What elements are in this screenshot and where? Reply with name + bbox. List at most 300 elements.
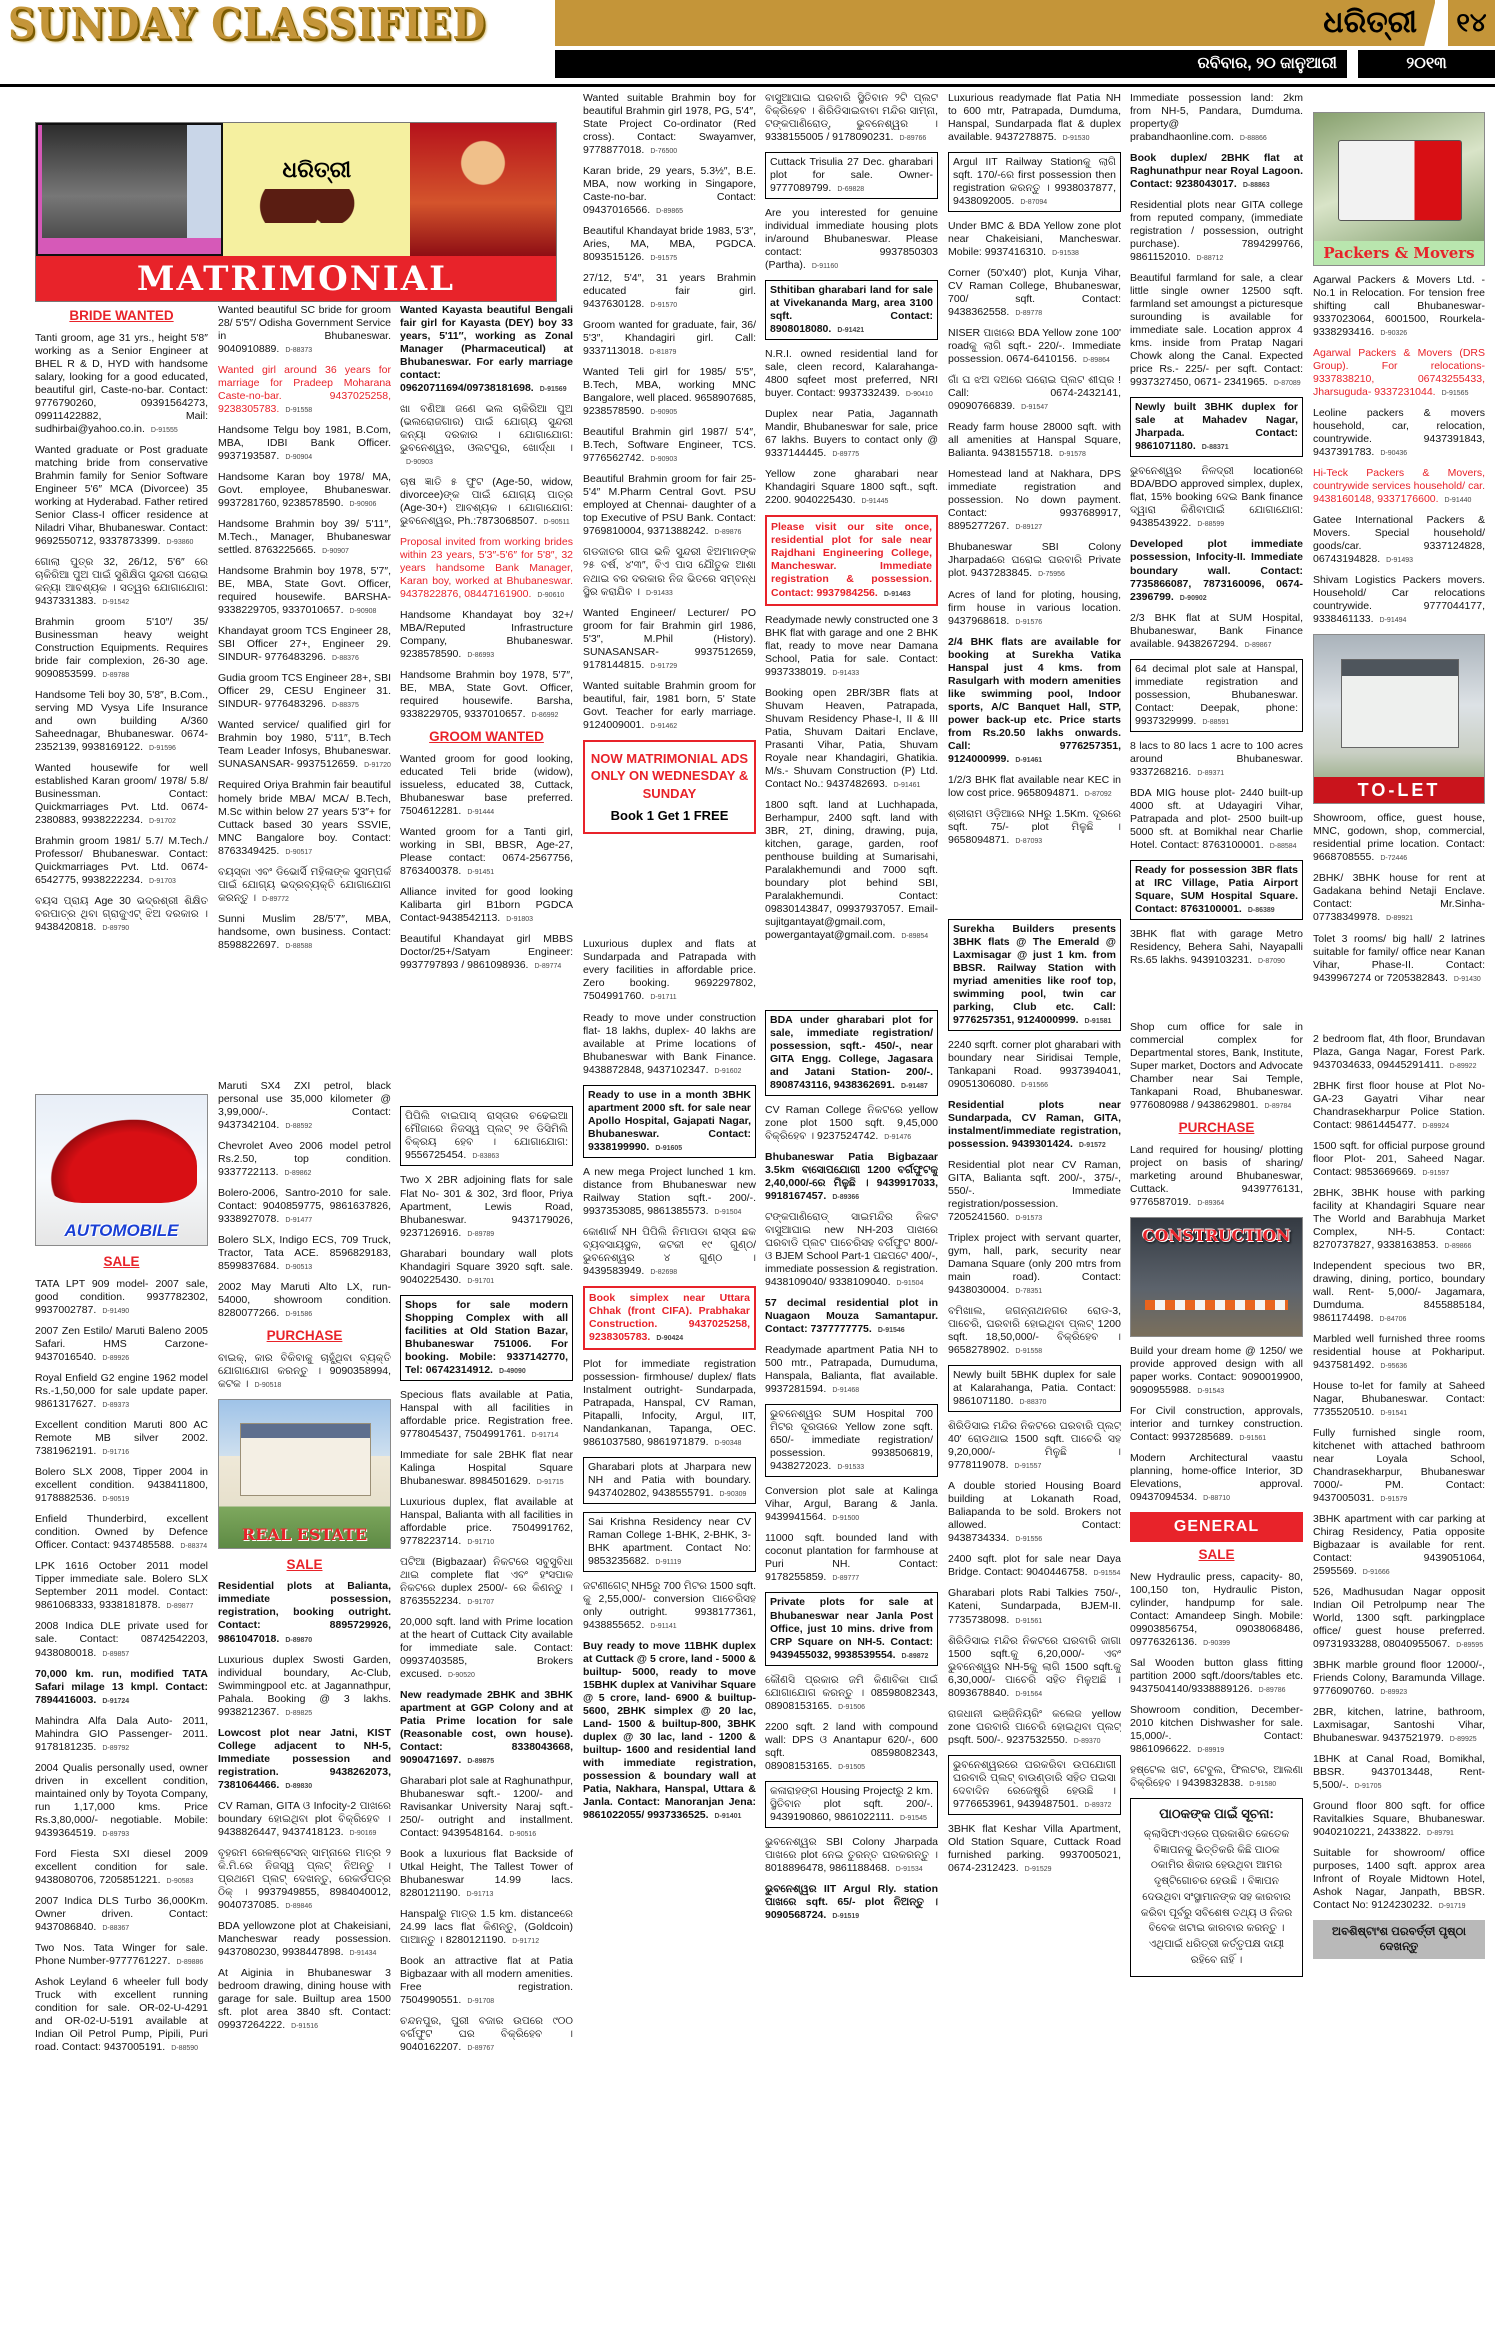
ad-reference-number: D-86993: [467, 652, 495, 660]
classified-ad: [948, 1708, 1121, 1747]
ad-text: ଖା ବଣିଆ ଜଣେ ଭଲ ଚାକିରିଆ ପୁଅ (ଭଲରୋଜଗାର) ପାଇଁ ଯୋଗ୍ୟ ସୁନ୍ଦରୀ କନ୍ୟା ଦରକାର । ଯୋଗାଯୋଗ: ଭୁବନେଶ୍ୱର, ଓଲଟପୁର, ଖୋର୍ଦ୍ଧା ।: [400, 403, 573, 455]
ad-reference-number: D-89775: [832, 451, 860, 459]
classified-ad: [400, 826, 573, 878]
ad-text: Wanted Teli girl for 1985/ 5'5″, B.Tech, MBA, working MNC Bangalore, well placed. 9658907685, 9238578590.: [583, 366, 756, 418]
ad-text: Luxurious duplex and flats at Sundarpada and Patrapada with every facilities in affordable price. Zero booking. 9692297802, 7504991760.: [583, 938, 756, 1003]
ad-text: Readymade newly constructed one 3 BHK flat with garage and one 2 BHK flat, ready to move near Damana School, Patia for sale. Contact: 9937338019.: [765, 613, 938, 678]
classified-ad: [765, 1104, 938, 1143]
ad-reference-number: D-69828: [837, 186, 865, 194]
ad-text: Argul IIT Railway Stationକୁ ଲାଗି sqft. 170/-ରେ first possession then registration କରନ୍ତୁ । 9938037877, 9438092005.: [953, 156, 1116, 208]
ad-text: A double storied Housing Board building at Lokanath Road, Baliapanda to be sold. Brokers not allowed. Contact: 9438734334.: [948, 1480, 1121, 1545]
ad-reference-number: D-88375: [331, 702, 359, 710]
ad-text: Cuttack Trisulia 27 Dec. gharabari plot for sale. Owner- 9777089799.: [770, 156, 933, 195]
masthead-gold-bar: [555, 0, 1435, 46]
ad-reference-number: D-91490: [102, 1308, 130, 1316]
ad-reference-number: D-82698: [650, 1268, 678, 1276]
ad-text: 2/3 BHK flat at SUM Hospital, Bhubaneswar, Bank Finance available. 9438267294.: [1130, 611, 1303, 650]
classified-ad: [948, 1159, 1121, 1224]
classified-ad: [1130, 92, 1303, 144]
classified-ad: [400, 1174, 573, 1239]
classified-ad: [1313, 1140, 1485, 1179]
ad-reference-number: D-86389: [1247, 906, 1275, 914]
classified-ad: [1313, 1260, 1485, 1325]
ad-reference-number: D-91710: [467, 1538, 495, 1546]
ad-reference-number: D-90309: [719, 1490, 747, 1498]
classified-ad: [218, 1580, 391, 1645]
ad-reference-number: D-89919: [1197, 1746, 1225, 1754]
ad-text: Handsome Karan boy 1978/ MA, Govt. employee, Bhubaneswar. 9937281760, 9238578590.: [218, 471, 391, 510]
ad-text: 2BHK first floor house at Plot No- GA-23 Gayatri Vihar near Chandrasekharpur Police Station. Contact: 9861445477.: [1313, 1079, 1485, 1131]
classified-ad: [1130, 272, 1303, 389]
ad-text: Residential plot near CV Raman, GITA, Balianta sqft. 200/-, 375/-, 550/-. Immediate registration/possession. 7205241560.: [948, 1159, 1121, 1224]
classified-ad: [948, 1099, 1121, 1151]
classified-ad: [583, 1580, 756, 1632]
ad-text: Gudia groom TCS Engineer 28+, SBI Officer 29, CESU Engineer 31. SINDUR- 9776483296.: [218, 672, 391, 711]
purchase-heading: PURCHASE: [1178, 1120, 1255, 1136]
ad-text: For Civil construction, approvals, interior and turnkey construction. Contact: 9937285689.: [1130, 1404, 1303, 1443]
ad-reference-number: D-90906: [349, 501, 377, 509]
column-7: [1130, 92, 1303, 2330]
ad-text: Ready to use in a month 3BHK apartment 2000 sft. for sale near Apollo Hospital, Gajapati Nagar, Bhubaneswar. Contact: 9338199990.: [588, 1088, 751, 1153]
ad-reference-number: D-90903: [650, 456, 678, 464]
sale-heading: SALE: [1198, 1546, 1235, 1562]
ad-reference-number: D-91461: [1015, 756, 1043, 764]
ad-reference-number: D-89774: [534, 963, 562, 971]
ad-reference-number: D-91666: [1362, 1569, 1390, 1577]
ad-text: Wanted groom for good looking, educated Teli bride (widow), issueless, educated 38, Cuttack, Bhubaneswar base preferred. 7504612281.: [400, 753, 573, 818]
ad-text: Ready to move under construction flat- 18 lakhs, duplex- 40 lakhs are available at Prime locations of Bhubaneswar with Bank Finance. 9438872848, 9437102347.: [583, 1011, 756, 1076]
ad-text: 1/2/3 BHK flat available near KEC in low cost price. 9658094871.: [948, 773, 1121, 799]
ad-text: Book an attractive flat at Patia Bigbazaar with all modern amenities. Free registration. 7504990551.: [400, 1955, 573, 2007]
ad-reference-number: D-88367: [102, 1924, 130, 1932]
continued-next-page-notice: ଅବଶିଷ୍ଟାଂଶ ପରବର୍ତ୍ତୀ ପୃଷ୍ଠା ଦେଖନ୍ତୁ: [1313, 1920, 1485, 1959]
promo-offer-text: Book 1 Get 1 FREE: [610, 808, 729, 824]
ad-reference-number: D-91715: [536, 1478, 564, 1486]
ad-text: ଟଙ୍କପାଣିରୋଡ୍ ସାଇମନ୍ଦିର ନିକଟ ବାସୁଆଘାଇ new NH-203 ପାଖରେ ଘରବାଡି ପ୍ଲଟ ପାଚେରିସହ ବର୍ଗଫୁଟ 800/- ଓ BJEM School Part-1 ପଛପଟେ 400/-, immediate possession & registration. 9438109040/ 9338109040.: [765, 1211, 938, 1289]
ad-text: କୋଣାର୍କ NH ପିପିଲି ନିମାପଡା ରାସ୍ତା ଛକ ବ୍ୟବସାୟସ୍ଥଳ, କଟକୀ ୧୯ ଗୁଣ୍ଠ/ ଭୁବନେଶ୍ୱର ୪ ଗୁଣ୍ଠ । 9439583949.: [583, 1225, 756, 1277]
classified-ad: [35, 895, 208, 934]
classified-ad: [948, 1553, 1121, 1579]
ad-reference-number: D-75956: [1038, 571, 1065, 579]
ad-text: Suitable for showroom/ office purposes, 1400 sqft. approx area Infront of Royale Midtown Hotel, Ashok Nagar, Janpath, BBSR. Contact No: 9124230232.: [1313, 1847, 1485, 1912]
ad-reference-number: D-89864: [1083, 357, 1110, 365]
ad-text: Shivam Logistics Packers movers. Household/ Car relocations countrywide. 9777044177, 9338461133.: [1313, 574, 1485, 626]
ad-text: 20,000 sqft. land with Prime location at the heart of Cuttack City available for immediate sale. Contact: 09937403585, Brokers excused.: [400, 1615, 573, 1680]
classified-ad: [218, 1727, 391, 1792]
classified-ad: [1313, 514, 1485, 566]
classified-ad: [1130, 659, 1303, 732]
classified-ad: [35, 1560, 208, 1612]
classified-ad: [948, 1420, 1121, 1472]
classified-ad: [218, 1080, 391, 1132]
ad-reference-number: D-89789: [467, 1230, 495, 1238]
ad-reference-number: D-87092: [1084, 790, 1112, 798]
classified-ad: [948, 589, 1121, 628]
ad-reference-number: D-91605: [655, 1144, 683, 1152]
ad-reference-number: D-90610: [537, 592, 565, 600]
ad-reference-number: D-89875: [467, 1758, 495, 1766]
classified-ad: [765, 207, 938, 272]
classified-ad: [218, 565, 391, 617]
ad-text: Bhubaneswar SBI Colony Jharpadaରେ ଘରୋଇ ଘରବାରି Private plot. 9437283845.: [948, 541, 1121, 580]
ad-reference-number: D-90511: [543, 519, 570, 527]
ad-reference-number: D-87089: [1273, 380, 1301, 388]
ad-reference-number: D-88588: [285, 942, 313, 950]
ad-reference-number: D-91558: [1015, 1348, 1043, 1356]
ad-text: 70,000 km. run, modified TATA Safari milage 13 kmpl. Contact: 7894416003.: [35, 1667, 208, 1706]
construction-photo: [1130, 1217, 1303, 1337]
ad-reference-number: D-91703: [149, 878, 176, 886]
classified-ad: [218, 625, 391, 664]
classified-ad: [1130, 787, 1303, 852]
ad-reference-number: D-88370: [1019, 1399, 1047, 1407]
classified-ad: [218, 1281, 391, 1320]
ad-reference-number: D-91538: [1052, 250, 1079, 258]
classified-ad: [35, 1325, 208, 1364]
classified-ad: [1313, 1187, 1485, 1252]
classified-ad: [218, 672, 391, 711]
ad-text: N.R.I. owned residential land for sale, cleen record, Kalarahanga- 4800 sqfeet most preferred, NRI buyer. Contact: 9937332439.: [765, 348, 938, 400]
ad-reference-number: D-90513: [285, 1263, 313, 1271]
classified-ad: [400, 933, 573, 972]
ad-text: Shops for sale modern Shopping Complex with all facilities at Old Station Bazar, Bhubaneswar 751006. For booking. Mobile: 9337142770, Tel: 06742314912.: [405, 1298, 568, 1376]
ad-reference-number: D-89854: [901, 932, 929, 940]
classified-ad: [583, 1640, 756, 1822]
ad-text: ଭୁବନେଶ୍ୱର ନିଳଦ୍ରୀ locationରେ BDA/BDO approved simplex, duplex, flat, 15% booking ଦେଇ Bank finance ଦ୍ୱାରା କିଣିବାପାଇଁ ଯୋଗାଯୋଗ: 9438543922.: [1130, 465, 1303, 530]
ad-reference-number: D-89786: [1258, 1686, 1286, 1694]
classified-ad: [1313, 1847, 1485, 1912]
ad-reference-number: D-91803: [506, 916, 534, 924]
realestate-caption: REAL ESTATE: [241, 1524, 368, 1544]
ad-reference-number: D-91546: [877, 1327, 905, 1335]
ad-text: New Hydraulic press, capacity- 80, 100,150 ton, Hydraulic Piston, cylinder, handpump for sale. Contact: Amandeep Singh. Mobile: 09903856754, 09038068486, 09776326136.: [1130, 1570, 1303, 1648]
classified-ad: [35, 332, 208, 436]
ad-text: ବୃହରମ ରେଳଷ୍ଟେସନ୍ ସାମ୍ନାରେ ମାତ୍ର ୨ କି.ମି.ରେ ନିଜସ୍ୱ ପ୍ଲଟ୍ ନିଅନ୍ତୁ । ପ୍ରଥମେ ପ୍ଲଟ୍ ଦେଖନ୍ତୁ, ରେକର୍ଡପତ୍ର ଠିକ୍ । 9937949855, 8984040012, 9040737085.: [218, 1846, 391, 1911]
ad-text: 2400 sqft. plot for sale near Daya Bridge. Contact: 9040446758.: [948, 1553, 1121, 1579]
ad-reference-number: D-91578: [1059, 451, 1086, 459]
ad-text: 3BHK apartment with car parking at Chirag Residency, Patia opposite Bigbazaar is available for rent. Contact: 9439051064, 2595569.: [1313, 1513, 1485, 1578]
classified-ad: [1313, 407, 1485, 459]
ad-reference-number: D-91575: [650, 255, 678, 263]
classified-ad: [35, 1278, 208, 1317]
ad-reference-number: D-89926: [102, 1355, 130, 1363]
ad-reference-number: D-89778: [1015, 310, 1043, 318]
ad-reference-number: D-91421: [837, 327, 865, 335]
classified-ad: [1130, 1405, 1303, 1444]
classified-ad: [1130, 465, 1303, 530]
classified-ad: [765, 1781, 938, 1828]
ad-text: Acres of land for ploting, housing, firm house in various location. 9437968618.: [948, 588, 1121, 627]
ad-reference-number: D-91564: [1015, 1690, 1043, 1698]
classified-ad: [1130, 1764, 1303, 1790]
classified-ad: [218, 779, 391, 857]
classified-ad: [583, 165, 756, 217]
ad-text: ଭୁବନେଶ୍ୱର SUM Hospital 700 ମିଟର ଦୂରତାରେ Yellow zone sqft. 650/- immediate registration/ possession. 9938506819, 9438272023.: [770, 1408, 933, 1473]
ad-reference-number: D-91724: [102, 1697, 130, 1705]
masthead-left: [0, 0, 555, 49]
classified-ad: [1313, 933, 1485, 985]
ad-reference-number: D-91729: [650, 662, 678, 670]
ad-reference-number: D-91596: [149, 745, 176, 753]
ad-reference-number: D-89595: [1456, 1642, 1484, 1650]
ad-reference-number: D-91556: [1015, 1536, 1043, 1544]
classified-ad: [400, 304, 573, 395]
ad-text: ବାଇକ୍, କାର ବିକିବାକୁ ଚାହୁଁଥିବା ବ୍ୟକ୍ତି ଯୋଗାଯୋଗ କରନ୍ତୁ । 9090358994, କଟକ ।: [218, 1351, 391, 1390]
ad-reference-number: D-89784: [1264, 1103, 1292, 1110]
ad-text: Bolero SLX 2008, Tipper 2004 in excellent condition. 9438411800, 9178882536.: [35, 1466, 208, 1505]
classified-ad: [1313, 574, 1485, 626]
ad-reference-number: D-90436: [1380, 450, 1408, 458]
ad-reference-number: D-91565: [1441, 390, 1469, 398]
classified-ad: [218, 1847, 391, 1912]
ad-reference-number: D-91716: [102, 1449, 130, 1457]
ad-text: Sal Wooden button glass fitting partition 2000 sqft./doors/tables etc. 9437504140/9338889126.: [1130, 1656, 1303, 1695]
ad-text: Handsome Brahmin boy 39/ 5'11″, M.Tech., Manager, Bhubaneswar settled. 8763225665.: [218, 518, 391, 557]
ad-reference-number: D-91602: [714, 1067, 742, 1075]
ad-reference-number: D-90520: [448, 1672, 475, 1679]
ad-text: 57 decimal residential plot in Nuagaon Mouza Samantapur. Contact: 7377777775.: [765, 1297, 938, 1336]
purchase-heading: PURCHASE: [266, 1327, 343, 1343]
ad-reference-number: D-91516: [291, 2022, 319, 2030]
ad-text: Newly built 5BHK duplex for sale at Kalarahanga, Patia. Contact: 9861071180.: [953, 1369, 1116, 1408]
classified-ad: [583, 1512, 756, 1572]
ad-reference-number: D-90908: [349, 608, 377, 616]
classified-ad: [948, 1823, 1121, 1875]
classified-ad: [218, 424, 391, 463]
ad-reference-number: D-91580: [1249, 1780, 1277, 1788]
classified-ad: [218, 1234, 391, 1273]
ad-text: 27/12, 5'4″, 31 years Brahmin educated fair girl. 9437630128.: [583, 272, 756, 311]
ad-text: Build your dream home @ 1250/ we provide approved design with all paper works. Contact: 9090019900, 9090955988.: [1130, 1344, 1303, 1396]
ad-text: Wanted suitable Brahmin groom for beautiful, fair, 1981 born, 5' State Govt. Teacher for early marriage. 9124009001.: [583, 679, 756, 731]
ad-text: Residential plots near Sundarpada, CV Raman, GITA, instalment/immediate registration, possession. 9439301424.: [948, 1098, 1121, 1151]
ad-reference-number: D-88371: [1201, 444, 1229, 452]
classified-ad: [948, 1635, 1121, 1700]
ad-reference-number: D-91558: [285, 407, 313, 415]
ad-reference-number: D-91160: [811, 263, 839, 271]
spacer: [35, 942, 208, 1092]
classified-ad: [35, 1762, 208, 1840]
ad-reference-number: D-89921: [1386, 915, 1414, 923]
classified-ad: [948, 92, 1121, 144]
classified-ad: [948, 636, 1121, 766]
ad-text: A new mega Project lunched 1 km. distance from Bhubaneswar new Railway Station sqft.- 200/-. 9937353085, 9861385573.: [583, 1165, 756, 1217]
ad-text: ଗଡଜାତର ଗୀତା ଭଳି ସୁନ୍ଦରୀ ଝିଅମାନଙ୍କ ୨୫ ବର୍ଷ, ୪'୩″, ବିଏ ପାସ ଯୌତୁକ ଆଶା ନଥାଇ ବର ଦରକାର ନିଜ ଭିତରେ ସମ୍ବନ୍ଧ ସ୍ଥିର କରାଯିବ ।: [583, 546, 756, 598]
ad-reference-number: D-89922: [1449, 1062, 1477, 1070]
ad-text: Brahmin groom 1981/ 5.7/ M.Tech./ Professor/ Bhubaneswar. Contact: Quickmarriages Pvt. Ltd. 0674-6542775, 9938222234.: [35, 835, 208, 887]
ad-reference-number: D-90399: [1203, 1639, 1231, 1647]
column-5: [765, 92, 938, 2330]
ad-reference-number: D-90169: [349, 1829, 377, 1837]
ad-text: At Aiginia in Bhubaneswar 3 bedroom drawing, dining house with garage for sale. Builtup area 1500 sft. plot area 3840 sft. Contact: 09937264222.: [218, 1966, 391, 2031]
ad-text: Brahmin groom 5'10″/ 35/ Businessman heavy weight Construction Equipments. Requires bride fair complexion, 26-30 age. 9090853599.: [35, 616, 208, 681]
ad-reference-number: D-91463: [883, 590, 911, 598]
ad-text: Ready farm house 28000 sqft. with all amenities at Hanspal Square, Balianta. 9438155718.: [948, 421, 1121, 460]
ad-reference-number: D-89792: [102, 1744, 130, 1752]
classified-ad: [1313, 1706, 1485, 1745]
classified-ad: [583, 319, 756, 358]
classified-ad: [765, 1404, 938, 1477]
classified-ad: [765, 1297, 938, 1336]
classified-ad: [35, 1513, 208, 1552]
ad-text: Handsome Brahmin boy 1978, 5'7″, BE, MBA, State Govt. Officer, required housewife. Barsha, 9338229705, 9337010657.: [400, 669, 573, 721]
ad-text: Land required for housing/ plotting project on basis of sharing/ marketing around Bhubaneswar, Cuttack. 9439776131, 9776587019.: [1130, 1143, 1303, 1208]
classified-ad: [1130, 1452, 1303, 1504]
notice-title: ପାଠକଙ୍କ ପାଇଁ ସୂଚନା:: [1159, 1805, 1274, 1821]
ad-text: 3BHK marble ground floor 12000/-, Friends Colony, Baramunda Village. 9776090760.: [1313, 1659, 1485, 1698]
ad-text: Residential plots near GITA college from reputed company, (immediate registration / possession, outright purchase). 7894299766, 9861152010.: [1130, 199, 1303, 264]
ad-reference-number: D-91493: [1386, 557, 1414, 565]
classified-ad: [1313, 812, 1485, 864]
ad-reference-number: D-91451: [467, 869, 495, 877]
ad-text: Gharabari boundary wall plots Khandagiri Square 3920 sqft. sale. 9040225430.: [400, 1247, 573, 1286]
ad-reference-number: D-89857: [102, 1650, 130, 1658]
ad-reference-number: D-90905: [650, 409, 678, 417]
column-1: [35, 92, 208, 2330]
classified-ad: [218, 1654, 391, 1719]
ad-text: Handsome Brahmin boy 1978, 5'7″, BE, MBA, State Govt. Officer, required housewife. BARSHA- 9338229705, 9337010657.: [218, 565, 391, 617]
page-title: SUNDAY CLASSIFIED: [8, 0, 487, 49]
ad-reference-number: D-91572: [1078, 1142, 1106, 1150]
ad-reference-number: D-91506: [838, 1703, 866, 1711]
ad-reference-number: D-90902: [1179, 594, 1207, 602]
classified-ad: [35, 616, 208, 681]
classified-ad: [1130, 152, 1303, 191]
ad-reference-number: D-90907: [322, 548, 349, 556]
classified-ad: [1130, 1144, 1303, 1209]
classified-ad: [948, 1755, 1121, 1815]
classified-ad: [1130, 928, 1303, 967]
page-number: ୧୪: [1448, 0, 1495, 46]
ad-text: Readymade apartment Patia NH to 500 mtr., Patrapada, Dumuduma, Hanspala, Balianta, flat available. 9937281594.: [765, 1344, 938, 1396]
classified-ad: [1313, 1513, 1485, 1578]
classified-ad: [1313, 1033, 1485, 1072]
classified-ad: [1130, 1345, 1303, 1397]
ad-text: Proposal invited from working brides within 23 years, 5'3″-5'6″ for 5'8″, 32 years handsome Bank Manager, Karan boy, worked at Bhubaneswar. 9437822876, 08447161900.: [400, 536, 573, 601]
ad-reference-number: D-91445: [861, 498, 889, 506]
classified-ad: [1313, 1586, 1485, 1651]
ad-text: Gharabari plots at Jharpara new NH and Patia with boundary. 9437402802, 9438555791.: [588, 1460, 751, 1499]
classified-ad: [583, 1166, 756, 1218]
ad-text: Buy ready to move 11BHK duplex at Cuttack @ 5 crore, land - 5000 & builtup- 5000, ready to move 15BHK duplex at Vanivihar Square @ 5 crore, land- 6900 & builtup- 5600, 2BHK simplex @ 20 lac, Land- 1500 & builtup-800, 3BHK duplex @ 30 lac, land - 1200 & builtup- 1600 and residential land with immediate registration, possession & boundary wall at Patia, Nakhara, Hanspal, Uttara & Janla. Contact: Manoranjan Jena: 9861022055/ 9937336525.: [583, 1640, 756, 1822]
classified-ad: [948, 374, 1121, 413]
classified-ad: [948, 468, 1121, 533]
ad-reference-number: D-88592: [285, 1122, 313, 1130]
packers-art: [1338, 140, 1462, 221]
sale-heading: SALE: [103, 1254, 140, 1270]
ad-text: Marbled well furnished three rooms residential house at Pokhariput. 9437581492.: [1313, 1332, 1485, 1371]
classified-ad: [765, 687, 938, 791]
ad-text: Two Nos. Tata Winger for sale. Phone Number-9777761227.: [35, 1941, 208, 1967]
ad-reference-number: D-91712: [512, 1938, 540, 1946]
classified-ad: [948, 541, 1121, 580]
ad-text: Specious flats available at Patia, Hanspal with all facilities in affordable price. Registration free. 9778045437, 7504991761.: [400, 1388, 573, 1440]
classified-ad: [35, 1942, 208, 1968]
ad-text: ଶିରିଡିସାଇ ମନ୍ଦିର ନିକଟରେ ଘରବାରି ପ୍ଲଟ୍ 40' ରୋଡଥାଇ 1500 sqft. ପାଚେରି ସହ 9,20,000/- ମିଳୁଛି । 9778119078.: [948, 1420, 1121, 1472]
ad-text: Lowcost plot near Jatni, KIST College adjacent to NH-5, Immediate possession and registration. 9438262073, 7381064466.: [218, 1726, 391, 1791]
ad-reference-number: D-89867: [1244, 641, 1272, 649]
classified-ad: [765, 1344, 938, 1396]
ad-reference-number: D-89370: [1073, 1737, 1101, 1745]
ad-reference-number: D-88373: [285, 347, 313, 355]
spacer: [400, 980, 573, 1106]
ad-text: ବମିଖାଲ, ଜଗନ୍ନାଥନଗର ରୋଡ-3, ପାଚେରି, ଘରବାରି ହୋଇଥିବା ପ୍ଲଟ୍ 1200 sqft. 18,50,000/- ବିକ୍ରିହେବ । 9658278902.: [948, 1305, 1121, 1357]
ad-text: Duplex near Patia, Jagannath Mandir, Bhubaneswar for sale, price 67 lakhs. Buyers to contact only @ 9337144445.: [765, 408, 938, 460]
ad-text: Modern Architectural vaastu planning, home-office Interior, 3D Elevations, approval. 09437094534.: [1130, 1451, 1303, 1503]
ad-reference-number: D-91554: [1093, 1570, 1121, 1578]
edition-date: ରବିବାର, ୨୦ ଜାନୁଆରୀ: [1197, 55, 1337, 72]
classified-ad: [35, 689, 208, 754]
classified-ad: [400, 536, 573, 601]
classified-ad: [765, 1151, 938, 1203]
ad-text: ଗାଁ ଘ ଝଅ ଦଅରେ ଘରୋଇ ପ୍ଲଟ ଶୀଘ୍ର ! Call: 0674-2432141, 09090766839.: [948, 374, 1121, 413]
classified-ad: [35, 1668, 208, 1707]
column-8: [1313, 92, 1485, 2330]
ad-text: Surekha Builders presents 3BHK flats @ The Emerald @ Laxmisagar @ just 1 km. from BBSR. Railway Station with myriad amenities like roof top, swimming pool, twin car parking, Club etc. Call: 9776257351, 9124000999.: [953, 922, 1116, 1026]
ad-text: Private plots for sale at Bhubaneswar near Janla Post Office, just 10 mins. drive from CRP Square on NH-5. Contact: 9439455032, 9938539554.: [770, 1596, 933, 1661]
classified-ad: [1130, 538, 1303, 603]
ad-reference-number: D-91119: [655, 1559, 682, 1567]
ad-reference-number: D-91533: [837, 1464, 865, 1472]
ad-text: Wanted service/ qualified girl for Brahmin boy 1980, 5'11″, B.Tech Team Leader Infosys, Bhubaneswar. SUNASANSAR- 9937512659.: [218, 719, 391, 771]
classified-ad: [948, 1365, 1121, 1412]
classified-ad: [35, 1848, 208, 1887]
ad-text: Ready for possession 3BR flats at IRC Village, Patia Airport Square, SUM Hospital Square. Contact: 8763100001.: [1135, 863, 1298, 915]
ad-reference-number: D-91401: [714, 1813, 742, 1821]
classified-ad: [218, 304, 391, 356]
ad-reference-number: D-89790: [102, 925, 130, 933]
ad-text: Conversion plot sale at Kalinga Vihar, Argul, Barang & Janla. 9439941564.: [765, 1485, 938, 1524]
classified-ad: [583, 1226, 756, 1278]
classified-ad: [765, 1211, 938, 1289]
classified-ad: [1130, 199, 1303, 264]
ad-reference-number: D-91557: [1014, 1463, 1042, 1471]
classified-ad: [218, 1187, 391, 1226]
ad-text: Required Oriya Brahmin fair beautiful homely bride MBA/ MCA/ B.Tech, M.Sc within below 27 years 5'3″+ for Cuttack based 30 years SSVIE, MNC Bangalore boy. Contact: 8763349425.: [218, 779, 391, 857]
ad-reference-number: D-90519: [102, 1496, 130, 1504]
ad-text: Residential plots at Balianta, immediate possession, registration, booking outright. Contact: 8895729926, 9861047018.: [218, 1580, 391, 1645]
classified-ad: [765, 1532, 938, 1584]
classified-ad: [400, 1556, 573, 1608]
classified-ad: [400, 1389, 573, 1441]
classified-ad: [218, 913, 391, 952]
ad-text: Bolero SLX, Indigo ECS, 709 Truck, Tractor, Tata ACE. 8596829183, 8599837684.: [218, 1233, 391, 1272]
ad-reference-number: D-91543: [1197, 1387, 1225, 1395]
classified-ad: [948, 1232, 1121, 1297]
ad-text: Please visit our site once, residential plot for sale near Rajdhani Engineering College, Mancheswar. Immediate registration & possession. Contact: 9937984256.: [771, 521, 932, 599]
ad-reference-number: D-89825: [285, 1709, 313, 1717]
classified-ad: [583, 426, 756, 465]
classified-ad: [1130, 860, 1303, 920]
ad-text: Beautiful farmland for sale, a clear little single owner 12500 sqft. farmland set amoungst a picturesque surounding is available for immediate sale. Location approx 4 kms. inside from Pratap Nagari Chowk along the Canal. Expected price Rs.- 225/- per sqft. Contact: 9937327450, 0671- 2341965.: [1130, 272, 1303, 389]
ad-text: 1BHK at Canal Road, Bomikhal, BBSR. 9437013448, Rent- 5,500/-.: [1313, 1753, 1485, 1792]
ad-reference-number: D-88710: [1203, 1494, 1231, 1502]
ad-reference-number: D-91561: [1015, 1617, 1043, 1625]
ad-reference-number: D-88866: [1239, 135, 1267, 143]
classified-ad: [35, 556, 208, 608]
ad-reference-number: D-91579: [1380, 1496, 1408, 1504]
ad-text: Gharabari plots Rabi Talkies 750/-, Kateni, Sundarpada, BJEM-II. 7735738098.: [948, 1587, 1121, 1626]
ad-reference-number: D-91720: [364, 762, 391, 770]
ad-text: New readymade 2BHK and 3BHK apartment at GGP Colony and at Patia Prime location for sale (Reasonable cost, own house). Contact: 8338043668, 9090471697.: [400, 1689, 573, 1767]
ad-reference-number: D-87090: [1258, 957, 1285, 965]
wedding-drums-art: [251, 189, 382, 223]
ad-reference-number: D-91462: [650, 722, 678, 730]
classified-ad: [948, 152, 1121, 212]
construction-art: [1145, 1300, 1289, 1310]
column-2: [218, 92, 391, 2330]
classified-ad: [35, 835, 208, 887]
